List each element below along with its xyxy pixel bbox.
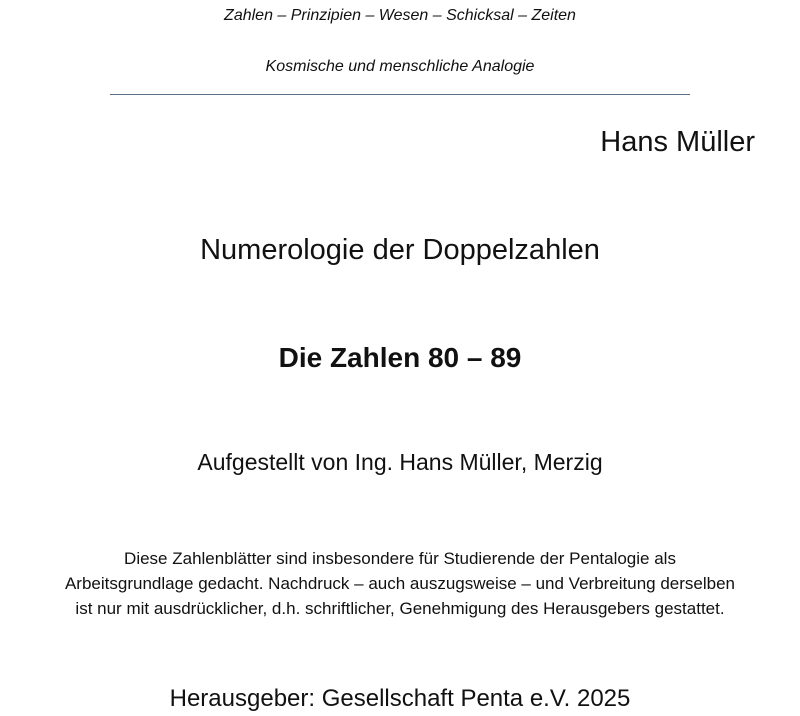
notice-line-1: Diese Zahlenblätter sind insbesondere für Studierende der Pentalogie als bbox=[124, 549, 676, 568]
header-divider bbox=[110, 94, 690, 95]
header-subtitle-line-2: Kosmische und menschliche Analogie bbox=[265, 58, 535, 75]
notice-line-3: ist nur mit ausdrücklicher, d.h. schriftlicher, Genehmigung des Herausgebers gestattet. bbox=[75, 599, 725, 618]
publisher-line: Herausgeber: Gesellschaft Penta e.V. 2025 bbox=[169, 685, 631, 712]
header-subtitle-line-1: Zahlen – Prinzipien – Wesen – Schicksal – Zeiten bbox=[224, 7, 576, 24]
copyright-notice bbox=[20, 546, 780, 621]
compiled-by-line: Aufgestellt von Ing. Hans Müller, Merzig bbox=[197, 449, 603, 475]
document-subtitle: Die Zahlen 80 – 89 bbox=[278, 342, 522, 373]
document-title: Numerologie der Doppelzahlen bbox=[200, 234, 600, 266]
notice-line-2: Arbeitsgrundlage gedacht. Nachdruck – auch auszugsweise – und Verbreitung derselben bbox=[64, 574, 736, 593]
author-name: Hans Müller bbox=[600, 126, 755, 158]
